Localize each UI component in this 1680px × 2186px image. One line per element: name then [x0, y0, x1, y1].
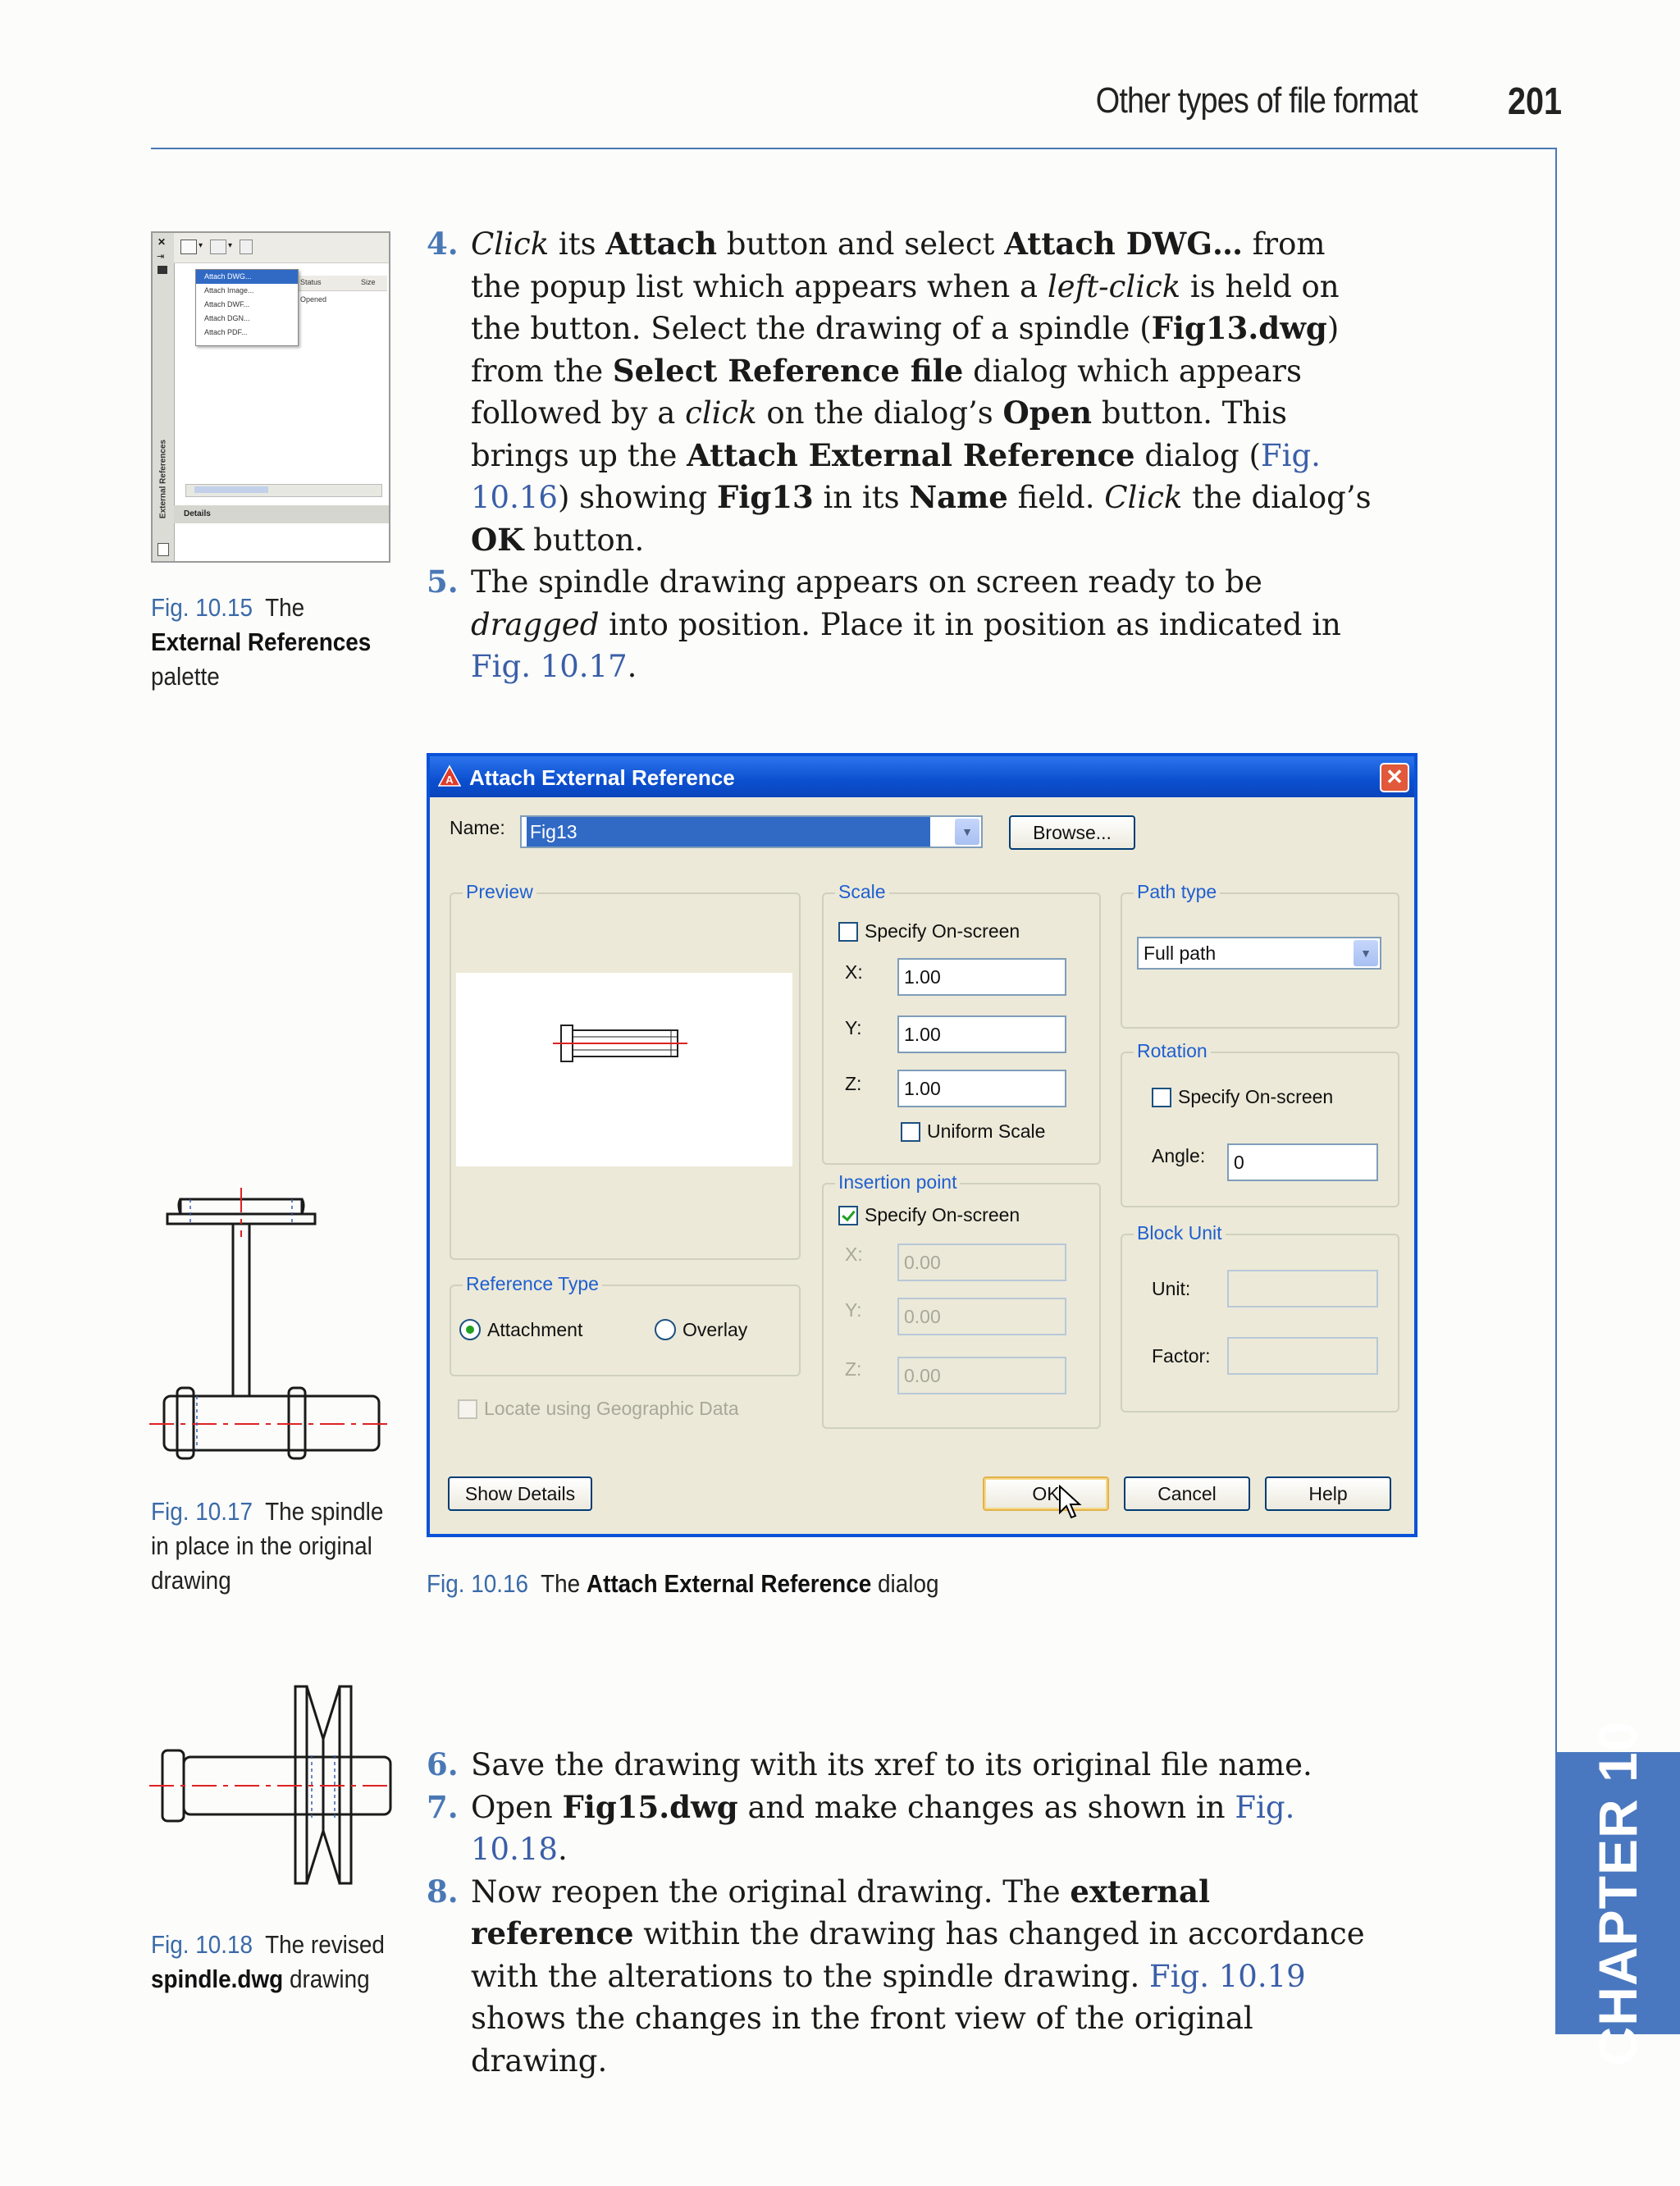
caption-fig-10-17 — [151, 1495, 387, 1598]
palette-details-bar: Details — [174, 505, 389, 523]
rotation-specify-onscreen-label: Specify On-screen — [1178, 1086, 1334, 1107]
attach-icon — [180, 240, 197, 254]
factor-label: Factor: — [1152, 1345, 1211, 1367]
caption-fig-10-18 — [151, 1928, 387, 1997]
insertion-x-input[interactable]: 0.00 — [897, 1244, 1066, 1281]
fig-10-17-spindle-drawing — [148, 1188, 394, 1476]
preview-group — [450, 881, 801, 1260]
scale-specify-onscreen-checkbox[interactable] — [838, 922, 858, 942]
external-references-palette-figure — [151, 231, 390, 563]
scale-y-label: Y: — [845, 1017, 862, 1038]
path-type-group — [1121, 881, 1399, 1029]
scale-x-input[interactable]: 1.00 — [897, 958, 1066, 996]
path-type-select[interactable] — [1137, 937, 1381, 970]
show-details-button[interactable]: Show Details — [448, 1476, 592, 1511]
overlay-label: Overlay — [682, 1319, 748, 1340]
header-rule — [151, 148, 1557, 149]
svg-text:A: A — [445, 774, 454, 786]
reference-type-group-label: Reference Type — [463, 1273, 602, 1295]
caption-fig-number: Fig. 10.16 — [427, 1569, 529, 1598]
page-number: 201 — [1508, 80, 1563, 122]
rotation-group — [1121, 1040, 1399, 1207]
insertion-point-group — [822, 1171, 1101, 1429]
unit-label: Unit: — [1152, 1278, 1191, 1299]
autohide-icon: ⇥ — [157, 252, 165, 262]
cancel-button[interactable]: Cancel — [1124, 1476, 1250, 1511]
step-text: Now reopen the original drawing. The external reference within the drawing has changed in accordance with the alterations to the spindle drawing. Fig. 10.19 shows the changes in the front view of the original drawing. — [471, 1873, 1365, 2079]
attach-menu-item[interactable]: Attach DWG... — [196, 270, 298, 284]
caption-fig-number: Fig. 10.15 — [151, 593, 253, 622]
step-item — [427, 223, 1378, 561]
caption-text: The spindle in place in the original drawing — [151, 1497, 384, 1595]
chevron-down-icon: ▾ — [228, 241, 233, 250]
step-text: Save the drawing with its xref to its original file name. — [471, 1747, 1312, 1782]
step-item — [427, 1871, 1378, 2083]
step-number: 8. — [427, 1873, 459, 1910]
mouse-cursor-icon — [1058, 1485, 1083, 1521]
palette-toolbar — [174, 233, 389, 263]
insertion-x-label: X: — [845, 1244, 863, 1265]
factor-input[interactable] — [1227, 1337, 1378, 1375]
scale-group-label: Scale — [835, 881, 889, 903]
step-text: Click its Attach button and select Attach DWG… from the popup list which appears when a left-click is held on the button. Select the drawing of a spindle (Fig13.dwg) from the Select Reference file dialog which appears followed by a click on the dialog’s Open button. This brings up the Attach External Reference dialog (Fig. 10.16) showing Fig13 in its Name field. Click the dialog’s OK button. — [471, 226, 1372, 558]
chevron-down-icon: ▾ — [199, 241, 203, 250]
insertion-specify-onscreen-checkbox[interactable] — [838, 1206, 858, 1225]
dialog-titlebar — [430, 756, 1414, 797]
block-unit-group — [1121, 1222, 1399, 1412]
insertion-z-label: Z: — [845, 1358, 862, 1380]
column-status: Status — [300, 278, 322, 286]
step-item — [427, 1744, 1378, 1787]
attach-menu-item[interactable]: Attach Image... — [204, 286, 254, 294]
rotation-specify-onscreen-checkbox[interactable] — [1152, 1088, 1171, 1107]
step-number: 5. — [427, 564, 459, 600]
close-icon: ✕ — [158, 236, 167, 248]
steps-list-top — [427, 223, 1378, 688]
chevron-down-icon: ▼ — [1354, 940, 1378, 966]
unit-input[interactable] — [1227, 1270, 1378, 1307]
insertion-y-input[interactable]: 0.00 — [897, 1298, 1066, 1335]
scrollbar-thumb — [194, 486, 268, 493]
name-label: Name: — [450, 817, 505, 838]
insertion-z-input[interactable]: 0.00 — [897, 1357, 1066, 1394]
dialog-title: Attach External Reference — [469, 765, 735, 790]
uniform-scale-checkbox[interactable] — [901, 1122, 920, 1142]
angle-label: Angle: — [1152, 1145, 1206, 1166]
name-value: Fig13 — [527, 817, 930, 847]
path-type-value: Full path — [1144, 942, 1217, 964]
preview-image — [456, 973, 792, 1166]
step-number: 7. — [427, 1788, 459, 1825]
scale-x-label: X: — [845, 961, 863, 983]
scale-z-input[interactable]: 1.00 — [897, 1070, 1066, 1107]
rotation-group-label: Rotation — [1134, 1040, 1211, 1062]
refresh-icon — [210, 240, 226, 254]
caption-fig-number: Fig. 10.17 — [151, 1497, 253, 1526]
palette-title-strip — [153, 233, 175, 561]
attach-menu-item[interactable]: Attach DGN... — [204, 314, 250, 322]
reference-type-group — [450, 1273, 801, 1376]
caption-text: The External References palette — [151, 593, 372, 691]
margin-rule — [1555, 148, 1557, 2034]
caption-text: The Attach External Reference dialog — [541, 1569, 939, 1598]
locate-geographic-label: Locate using Geographic Data — [484, 1398, 739, 1419]
scale-group — [822, 881, 1101, 1165]
step-item — [427, 561, 1378, 688]
help-button[interactable]: Help — [1265, 1476, 1391, 1511]
palette-list-header — [297, 276, 387, 291]
help-icon — [240, 240, 253, 254]
status-value: Opened — [300, 295, 327, 303]
attach-external-reference-dialog — [427, 753, 1418, 1537]
step-text: The spindle drawing appears on screen ready to be dragged into position. Place it in position as indicated in Fig. 10.17. — [471, 564, 1341, 684]
properties-icon — [158, 266, 167, 274]
insertion-y-label: Y: — [845, 1299, 862, 1321]
column-size: Size — [361, 278, 376, 286]
spindle-preview-drawing — [456, 973, 792, 1166]
attachment-radio[interactable] — [459, 1319, 481, 1340]
block-unit-group-label: Block Unit — [1134, 1222, 1226, 1244]
ok-button[interactable]: OK — [983, 1476, 1109, 1511]
palette-scrollbar — [185, 484, 382, 497]
step-number: 6. — [427, 1746, 459, 1782]
autocad-logo-icon — [438, 764, 461, 787]
steps-list-bottom — [427, 1744, 1378, 2082]
palette-file-icon — [158, 543, 169, 556]
step-text: Open Fig15.dwg and make changes as shown in Fig. 10.18. — [471, 1788, 1295, 1867]
angle-input[interactable]: 0 — [1227, 1143, 1378, 1181]
attachment-label: Attachment — [487, 1319, 583, 1340]
browse-button[interactable]: Browse... — [1009, 815, 1135, 850]
caption-fig-10-16 — [427, 1567, 1091, 1601]
preview-group-label: Preview — [463, 881, 536, 903]
caption-fig-number: Fig. 10.18 — [151, 1930, 253, 1959]
running-header-title: Other types of file format — [1096, 80, 1418, 121]
step-number: 4. — [427, 226, 459, 262]
insertion-specify-onscreen-label: Specify On-screen — [865, 1204, 1020, 1225]
path-type-group-label: Path type — [1134, 881, 1220, 903]
attach-menu-item[interactable]: Attach DWF... — [204, 300, 250, 308]
attach-popup-menu — [195, 269, 299, 346]
overlay-radio[interactable] — [655, 1319, 676, 1340]
scale-y-input[interactable]: 1.00 — [897, 1015, 1066, 1053]
attach-menu-item[interactable]: Attach PDF... — [204, 328, 248, 336]
chapter-tab-label: CHAPTER 10 — [1587, 1720, 1648, 2066]
step-item — [427, 1787, 1378, 1871]
caption-fig-10-15 — [151, 591, 387, 694]
name-combobox[interactable] — [520, 815, 983, 848]
locate-geographic-checkbox[interactable] — [458, 1399, 477, 1419]
chevron-down-icon: ▼ — [955, 819, 979, 845]
insertion-point-group-label: Insertion point — [835, 1171, 960, 1193]
fig-10-18-revised-spindle-drawing — [148, 1673, 394, 1911]
caption-text: The revised spindle.dwg drawing — [151, 1930, 385, 1993]
close-button[interactable]: ✕ — [1380, 763, 1409, 792]
palette-strip-label: External References — [158, 439, 168, 519]
scale-specify-onscreen-label: Specify On-screen — [865, 920, 1020, 942]
scale-z-label: Z: — [845, 1073, 862, 1094]
uniform-scale-label: Uniform Scale — [927, 1120, 1046, 1142]
